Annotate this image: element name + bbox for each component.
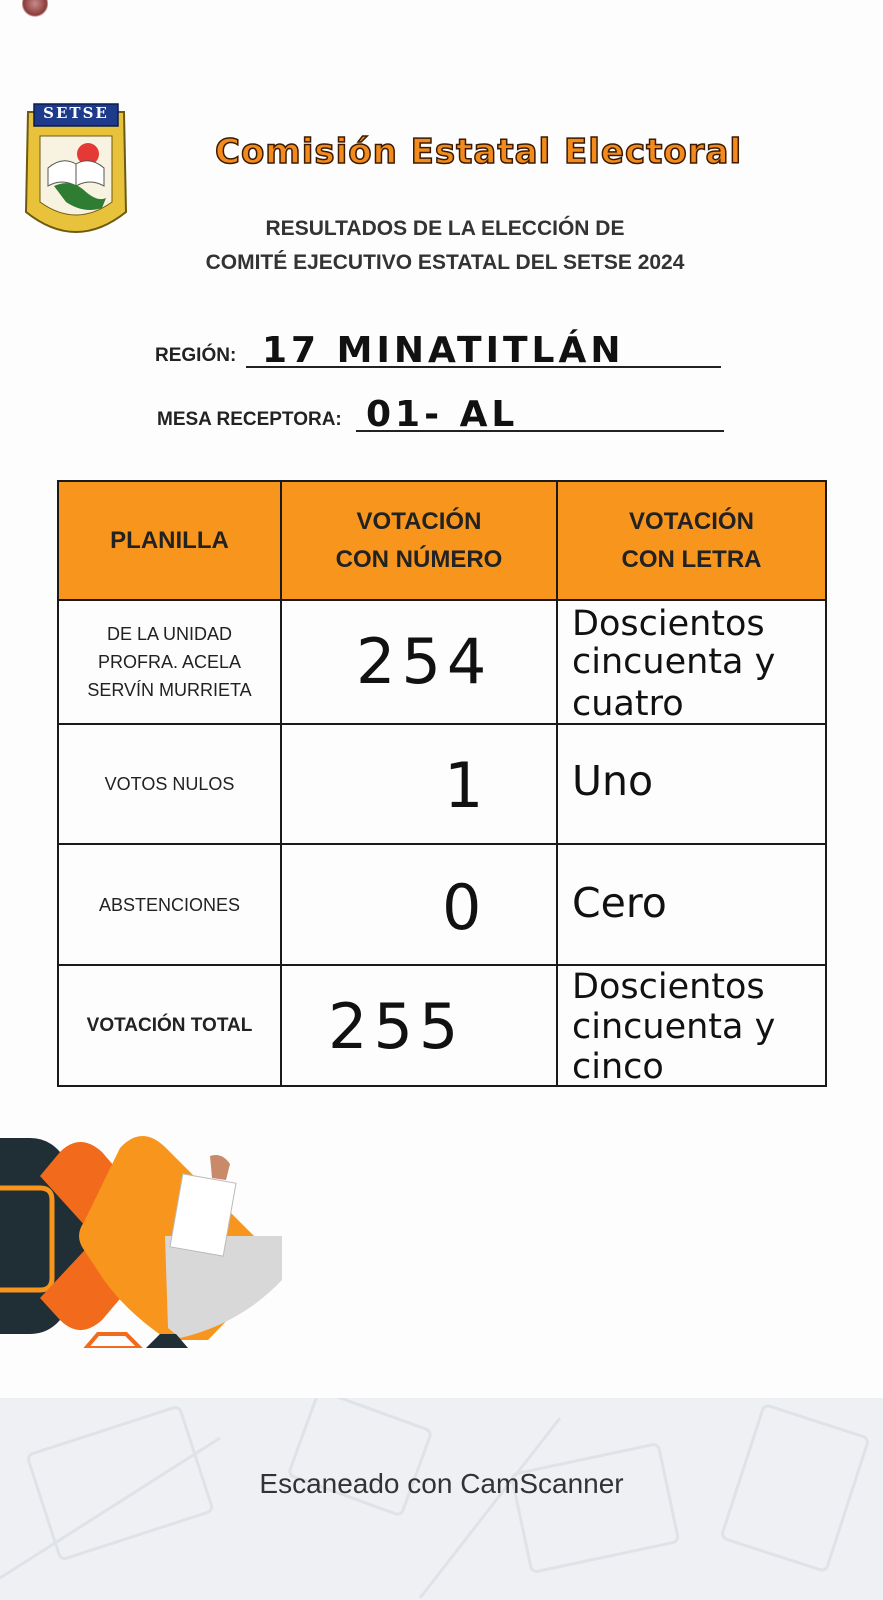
- table-header-row: [58, 481, 826, 600]
- planilla-name-cell: VOTACIÓN TOTAL: [58, 965, 281, 1086]
- vote-number: 1: [444, 749, 490, 822]
- region-label: REGIÓN:: [155, 345, 237, 366]
- vote-words-line: Doscientos: [572, 967, 765, 1007]
- vote-words-line: Cero: [572, 879, 667, 927]
- subtitle-line-2: COMITÉ EJECUTIVO ESTATAL DEL SETSE 2024: [205, 251, 685, 274]
- vote-number: 255: [328, 990, 465, 1063]
- vote-words-cell: [557, 600, 826, 724]
- table-row: [58, 965, 826, 1086]
- vote-number-cell: [281, 600, 557, 724]
- vote-words-cell: [557, 844, 826, 965]
- vote-number-cell: [281, 965, 557, 1086]
- vote-words-line: cincuenta y: [572, 1007, 776, 1047]
- logo-lettering: SETSE: [43, 104, 109, 122]
- setse-seal-logo: [22, 102, 130, 252]
- mesa-receptora-value: 01- AL: [366, 394, 519, 435]
- planilla-name-cell: ABSTENCIONES: [58, 844, 281, 965]
- vote-words-line: cuatro: [572, 684, 684, 724]
- vote-words-line: cincuenta y: [572, 642, 776, 682]
- vote-number-cell: [281, 844, 557, 965]
- table-row: [58, 600, 826, 724]
- vote-number: 254: [356, 625, 493, 698]
- camscanner-watermark-text: Escaneado con CamScanner: [259, 1468, 624, 1499]
- corner-thumb-mark: [22, 0, 48, 18]
- vote-words-line: Uno: [572, 757, 654, 805]
- table-row: [58, 724, 826, 844]
- vote-words-cell: [557, 724, 826, 844]
- ballot-box-illustration: [0, 1128, 300, 1348]
- header-votacion-letra: VOTACIÓN CON LETRA: [557, 481, 826, 600]
- vote-words-line: cinco: [572, 1047, 664, 1086]
- vote-number-cell: [281, 724, 557, 844]
- vote-words-cell: [557, 965, 826, 1086]
- header-votacion-numero: VOTACIÓN CON NÚMERO: [281, 481, 557, 600]
- region-value: 17 MINATITLÁN: [262, 330, 625, 371]
- subtitle-line-1: RESULTADOS DE LA ELECCIÓN DE: [265, 217, 625, 240]
- page-title: Comisión Estatal Electoral: [215, 132, 743, 172]
- planilla-name-cell: DE LA UNIDAD PROFRA. ACELA SERVÍN MURRIETA: [58, 600, 281, 724]
- vote-number: 0: [442, 871, 488, 944]
- header-planilla: PLANILLA: [58, 481, 281, 600]
- mesa-receptora-label: MESA RECEPTORA:: [157, 409, 342, 430]
- vote-words-line: Doscientos: [572, 604, 765, 644]
- camscanner-footer: [0, 1398, 883, 1600]
- results-table: [57, 480, 827, 1087]
- planilla-name-cell: VOTOS NULOS: [58, 724, 281, 844]
- table-row: [58, 844, 826, 965]
